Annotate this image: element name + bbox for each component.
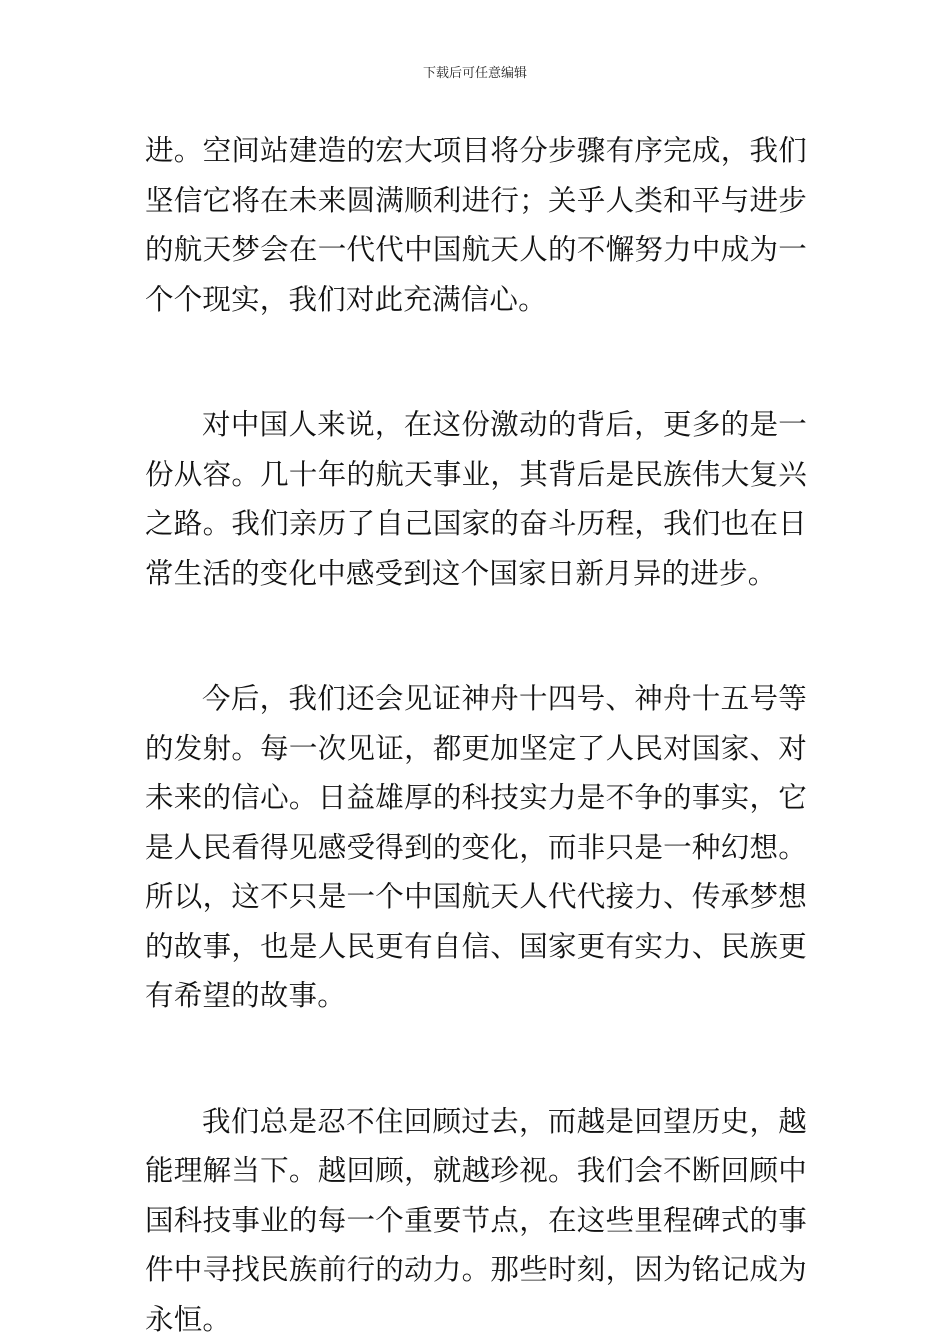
paragraph-3: 今后，我们还会见证神舟十四号、神舟十五号等的发射。每一次见证，都更加坚定了人民对国家、对未来的信心。日益雄厚的科技实力是不争的事实，它是人民看得见感受得到的变化，而非只是一种幻想。所以，这不只是一个中国航天人代代接力、传承梦想的故事，也是人民更有自信、国家更有实力、民族更有希望的故事。 [145,682,807,1012]
paragraph-4: 我们总是忍不住回顾过去，而越是回望历史，越能理解当下。越回顾，就越珍视。我们会不断回顾中国科技事业的每一个重要节点，在这些里程碑式的事件中寻找民族前行的动力。那些时刻，因为铭记成为永恒。 [145,1104,807,1336]
paragraph-2: 对中国人来说，在这份激动的背后，更多的是一份从容。几十年的航天事业，其背后是民族伟大复兴之路。我们亲历了自己国家的奋斗历程，我们也在日常生活的变化中感受到这个国家日新月异的进步。 [145,408,807,590]
paragraph-1: 进。空间站建造的宏大项目将分步骤有序完成，我们坚信它将在未来圆满顺利进行；关乎人类和平与进步的航天梦会在一代代中国航天人的不懈努力中成为一个个现实，我们对此充满信心。 [145,134,807,316]
document-body [145,126,807,1344]
page-header: 下载后可任意编辑 [422,66,527,81]
